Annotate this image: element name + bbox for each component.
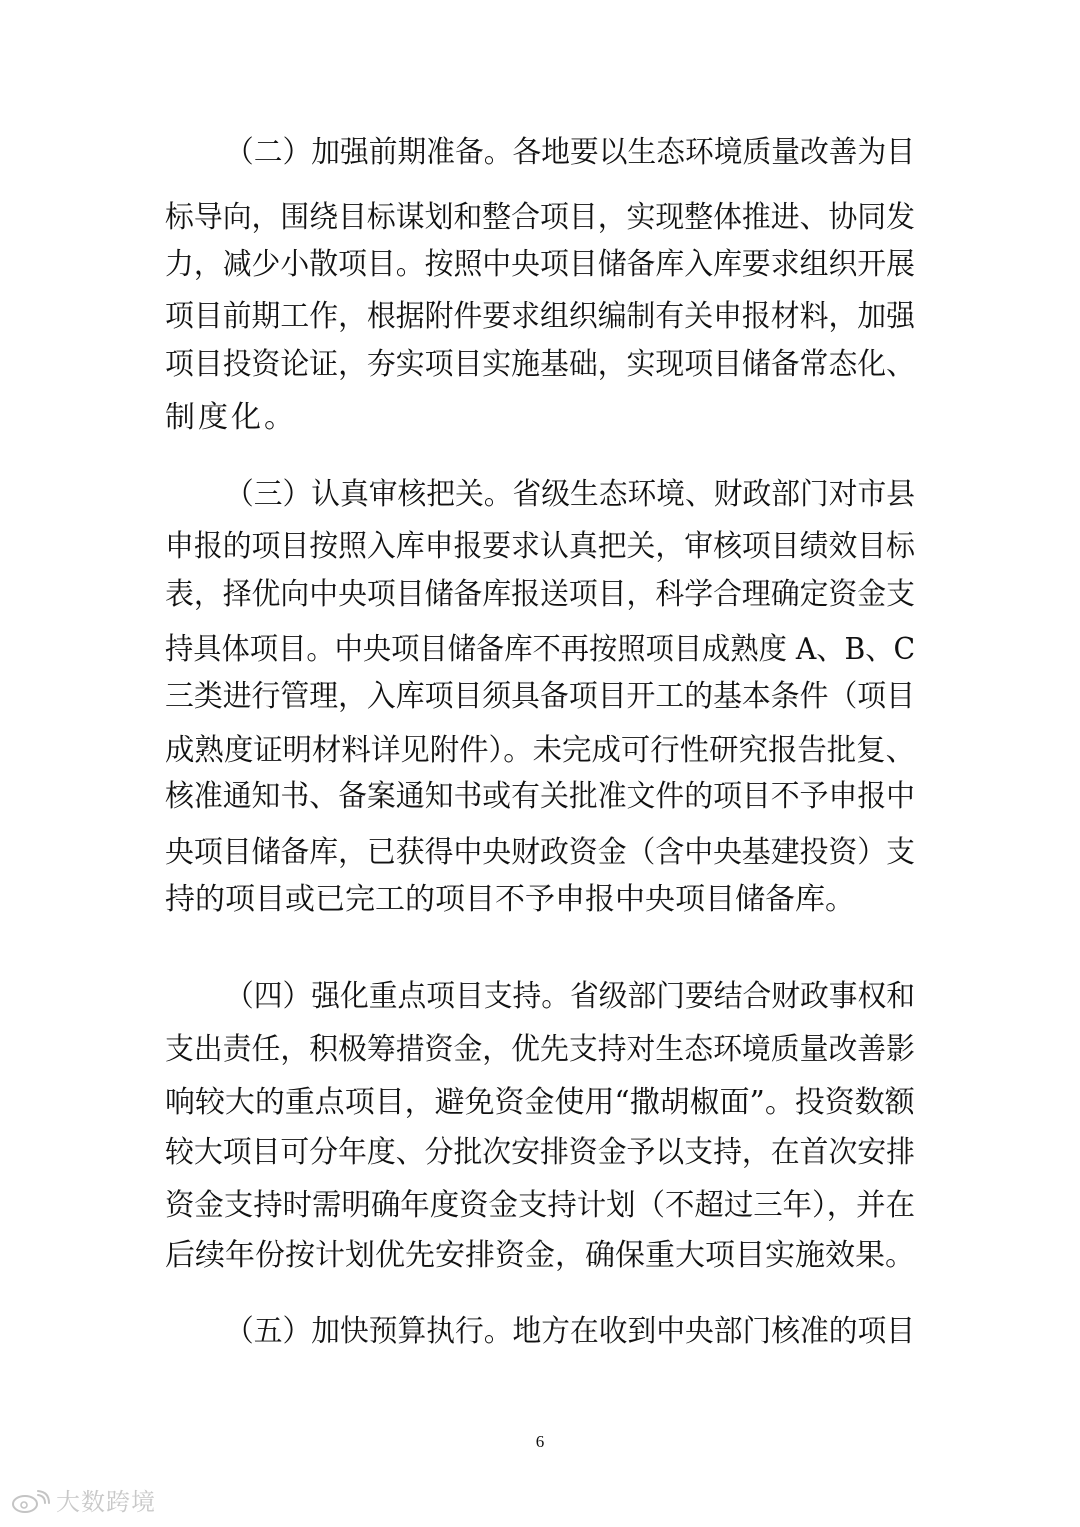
text-line: 项目投资论证，夯实项目实施基础，实现项目储备常态化、 (165, 347, 915, 382)
text-line: 标导向，围绕目标谋划和整合项目，实现整体推进、协同发 (165, 200, 915, 235)
weibo-logo-icon (10, 1490, 50, 1514)
text-line: （三）认真审核把关。省级生态环境、财政部门对市县 (225, 477, 915, 512)
text-line: （四）强化重点项目支持。省级部门要结合财政事权和 (225, 979, 915, 1014)
text-line: 项目前期工作，根据附件要求组织编制有关申报材料，加强 (165, 299, 915, 334)
text-line: 响较大的重点项目，避免资金使用“撒胡椒面”。投资数额 (165, 1085, 915, 1120)
text-line: （五）加快预算执行。地方在收到中央部门核准的项目 (225, 1314, 915, 1349)
text-line: 制度化。 (165, 400, 297, 435)
text-line: 核准通知书、备案通知书或有关批准文件的项目不予申报中 (165, 779, 915, 814)
text-line: 央项目储备库，已获得中央财政资金（含中央基建投资）支 (165, 835, 915, 870)
text-line: 三类进行管理，入库项目须具备项目开工的基本条件（项目 (165, 679, 915, 714)
text-line: 支出责任，积极筹措资金，优先支持对生态环境质量改善影 (165, 1032, 915, 1067)
page-number: 6 (535, 1432, 545, 1451)
text-line: （二）加强前期准备。各地要以生态环境质量改善为目 (225, 135, 915, 170)
text-line: 较大项目可分年度、分批次安排资金予以支持，在首次安排 (165, 1135, 915, 1170)
text-line: 后续年份按计划优先安排资金，确保重大项目实施效果。 (165, 1238, 915, 1273)
text-line: 申报的项目按照入库申报要求认真把关，审核项目绩效目标 (165, 529, 915, 564)
text-line: 成熟度证明材料详见附件）。未完成可行性研究报告批复、 (165, 733, 915, 768)
text-line: 力，减少小散项目。按照中央项目储备库入库要求组织开展 (165, 247, 915, 282)
watermark (10, 1488, 156, 1516)
text-line: 持具体项目。中央项目储备库不再按照项目成熟度 A、B、C (165, 632, 916, 667)
text-line: 表，择优向中央项目储备库报送项目，科学合理确定资金支 (165, 577, 915, 612)
watermark-text: 大数跨境 (56, 1488, 156, 1516)
text-line: 持的项目或已完工的项目不予申报中央项目储备库。 (165, 882, 855, 917)
text-line: 资金支持时需明确年度资金支持计划（不超过三年），并在 (165, 1188, 915, 1223)
